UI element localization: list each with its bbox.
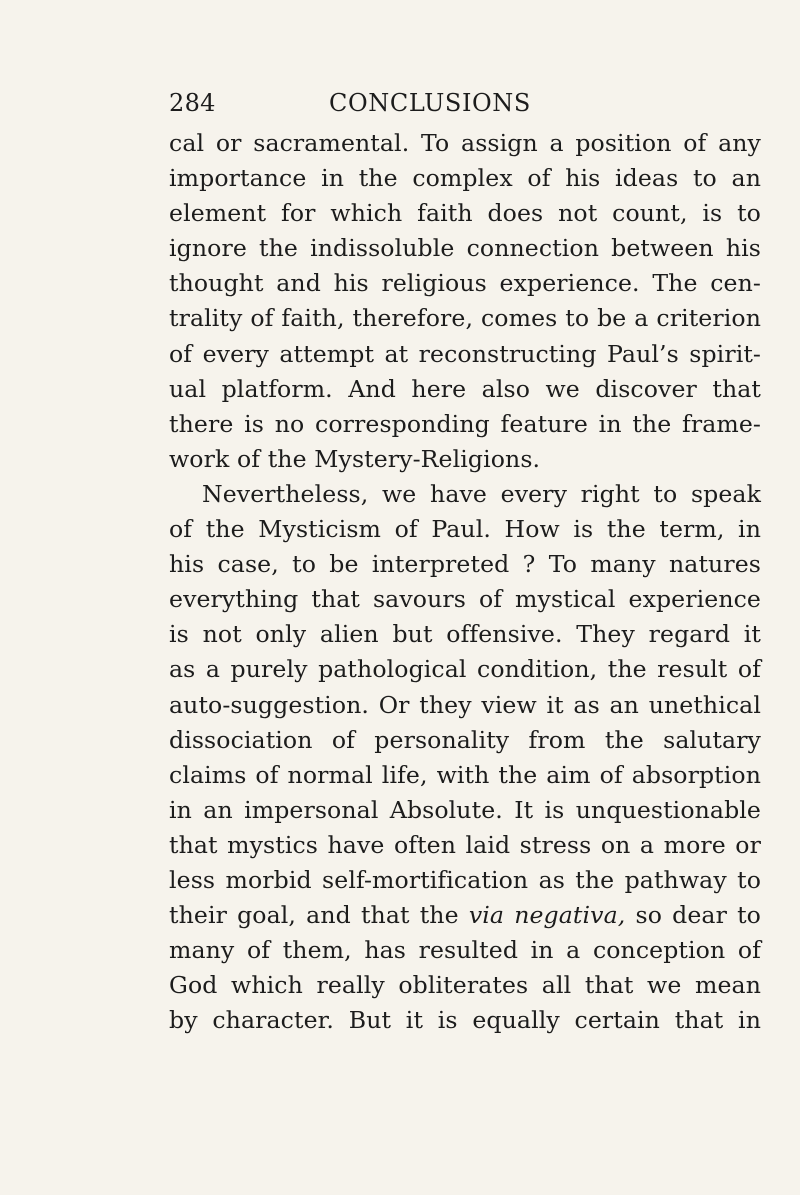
page-number: 284 [169,89,216,117]
text-line: as a purely pathological condition, the result of [169,655,761,684]
text-line: importance in the complex of his ideas to an [169,164,761,193]
text-line: of every attempt at reconstructing Paul’s spirit- [169,339,761,368]
text-line: in an impersonal Absolute. It is unquestionable [169,795,761,824]
italic-phrase: via negativa, [468,901,626,930]
text-line: there is no corresponding feature in the frame- [169,409,761,438]
text-line: trality of faith, therefore, comes to be a criterion [169,304,761,333]
text-line: dissociation of personality from the salutary [169,725,761,754]
body-text [169,126,761,1038]
text-line: God which really obliterates all that we mean [169,971,761,1000]
text-line: of the Mysticism of Paul. How is the term, in [169,515,761,544]
text-line: his case, to be interpreted ? To many natures [169,550,761,579]
text-line: that mystics have often laid stress on a more or [169,830,761,859]
text-segment: so dear to [635,901,761,930]
text-line: by character. But it is equally certain that in [169,1006,761,1035]
text-line: element for which faith does not count, is to [169,199,761,228]
running-head [169,86,631,122]
text-line: is not only alien but offensive. They regard it [169,620,761,649]
text-line-with-italic [169,898,761,933]
paragraph-last-line: work of the Mystery-Religions. [169,444,541,473]
text-line: many of them, has resulted in a conception of [169,936,761,965]
text-line: ignore the indissoluble connection between his [169,234,761,263]
text-line: less morbid self-mortification as the pathway to [169,865,761,894]
text-segment: their goal, and that the [169,901,459,930]
paragraph-first-line: Nevertheless, we have every right to speak [202,479,761,508]
text-line: claims of normal life, with the aim of absorption [169,760,761,789]
text-line: everything that savours of mystical experience [169,585,761,614]
text-line: ual platform. And here also we discover that [169,374,761,403]
running-title: CONCLUSIONS [329,89,531,117]
text-line: thought and his religious experience. The cen- [169,269,761,298]
text-line: cal or sacramental. To assign a position of any [169,129,761,157]
text-line: auto-suggestion. Or they view it as an unethical [169,690,761,719]
